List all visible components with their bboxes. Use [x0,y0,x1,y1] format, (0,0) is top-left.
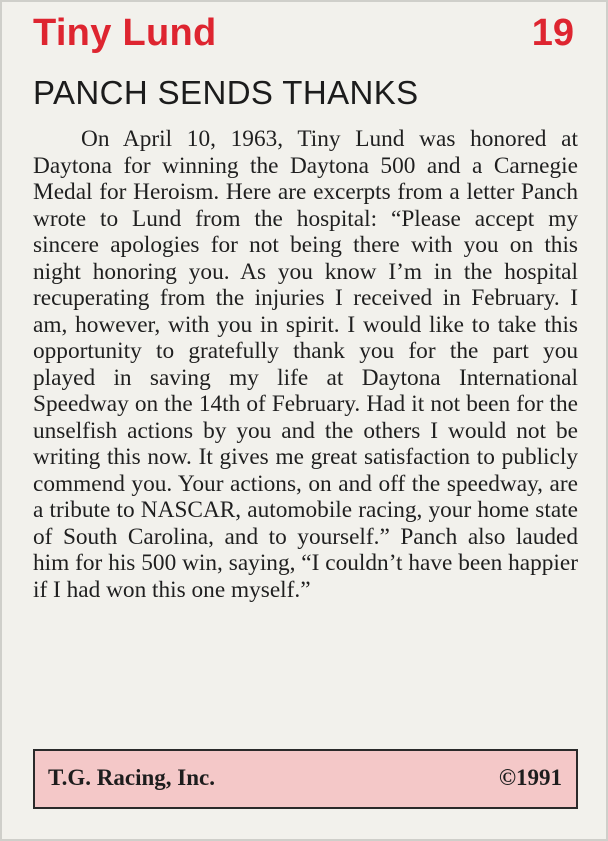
card-body-text: On April 10, 1963, Tiny Lund was honored at Daytona for winning the Daytona 500 and a Carnegie Medal for Heroism. Here are excerpts from a letter Panch wrote to Lund from the hospital: “Please accept my sincere apologies for not being there with you on this night honoring you. As you know I’m in the hospital recuperating from the injuries I received in February. I am, however, with you in spirit. I would like to take this opportunity to gratefully thank you for the part you played in saving my life at Daytona International Speedway on the 14th of February. Had it not been for the unselfish actions by you and the others I would not be writing this now. It gives me great satisfaction to publicly commend you. Your actions, on and off the speedway, are a tribute to NASCAR, automobile racing, your home state of South Carolina, and to yourself.” Panch also lauded him for his 500 win, saying, “I couldn’t have been happier if I had won this one myself.” [33,126,578,603]
card-headline: PANCH SENDS THANKS [33,74,419,111]
copyright-notice: ©1991 [498,765,562,790]
publisher-name: T.G. Racing, Inc. [48,765,215,790]
card-number: 19 [531,12,574,54]
card-header [33,12,574,62]
player-name: Tiny Lund [33,12,217,54]
footer-bar [33,749,578,809]
